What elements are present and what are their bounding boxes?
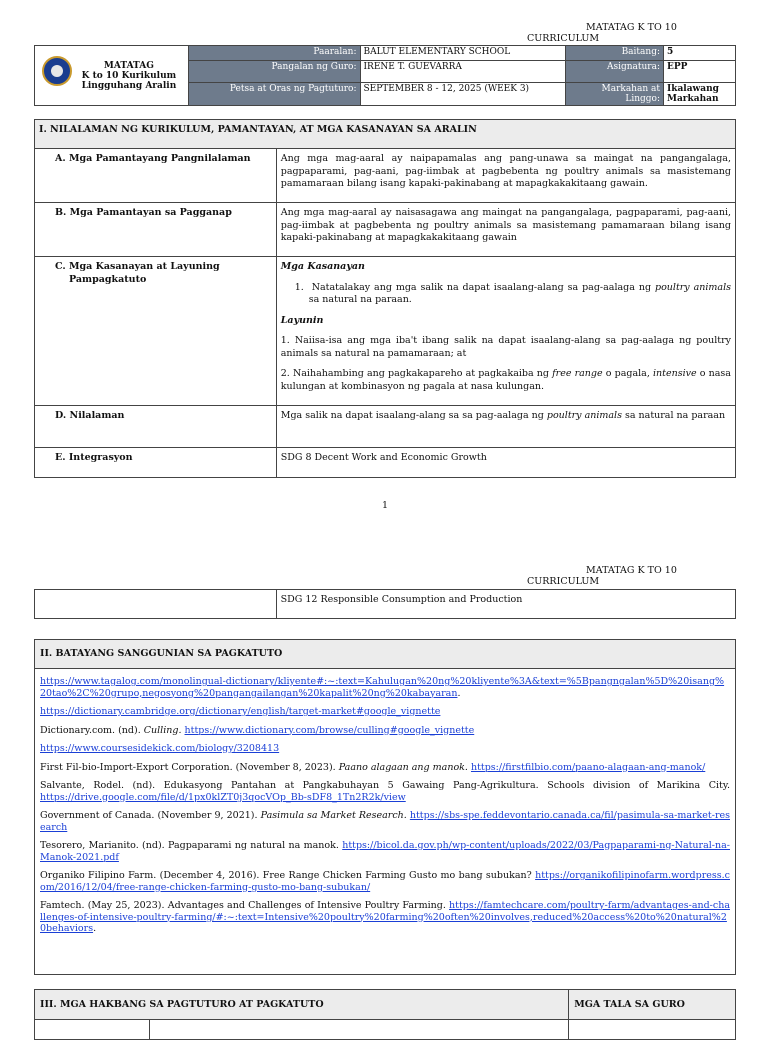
reference-link[interactable]: https://bicol.da.gov.ph/wp-content/uploads/2022/03/Pagpaparami-ng-Natural-na-Manok-2021.pdf [40,840,730,863]
curriculum-label-line2: CURRICULUM [527,33,600,44]
steps-cell-left [35,1020,150,1040]
paaralan-value: BALUT ELEMENTARY SCHOOL [360,46,566,61]
guro-label: Pangalan ng Guro: [188,61,360,83]
markahan-value [664,83,736,106]
continuation-left-cell [35,590,277,619]
reference-item [40,780,730,803]
row-d-text-end: sa natural na paraan [621,410,726,421]
baitang-label: Baitang: [566,46,664,61]
curriculum-label-2-line2: CURRICULUM [527,576,600,587]
row-b-text: Ang mga mag-aaral ay naisasagawa ang maingat na pangangalaga, pagpaparami, pag-aani, pag-iimbak at pagbebenta ng poultry animals sa masistemang pamamaraan bilang isang kapaki-pakinabang at mapagkakakitaang gawain [276,203,735,257]
kasanayan-item-1-number: 1. [294,281,304,293]
baitang-value: 5 [664,46,736,61]
reference-text: Organiko Filipino Farm. (December 4, 2016). Free Range Chicken Farming Gusto mo bang subukan? [40,870,532,881]
reference-link[interactable]: https://www.tagalog.com/monolingual-dictionary/kliyente#:~:text=Kahulugan%20ng%20kliyente%3A&text=%5Bpangngalan%5D%20isang%20tao%2C%20grupo,negosyong%20pangangailangan%20kapalit%20ng%20kabayaran [40,676,725,699]
layunin-item-2-intensive: intensive [653,368,697,379]
reference-text: Government of Canada. (November 9, 2021). [40,810,261,821]
row-d-text-start: Mga salik na dapat isaalang-alang sa sa pag-aalaga ng [280,410,547,421]
row-c-content [276,257,735,406]
row-b-label: B. Mga Pamantayan sa Pagganap [35,203,277,257]
reference-text: Tesorero, Marianito. (nd). Pagpaparami ng natural na manok. [40,840,339,851]
section-1-heading: I. NILALAMAN NG KURIKULUM, PAMANTAYAN, AT MGA KASANAYAN SA ARALIN [35,120,736,149]
row-d-text [276,406,735,448]
reference-link[interactable]: https://famtechcare.com/poultry-farm/advantages-and-challenges-of-intensive-poultry-farming/#:~:text=Intensive%20poultry%20farming%20often%20involves,reduced%20access%20to%20natural%20behaviors [40,900,730,934]
layunin-item-2-mid: o pagala, [602,368,654,379]
reference-item [40,676,730,699]
reference-text: Dictionary.com. (nd). [40,724,144,736]
reference-link[interactable]: https://dictionary.cambridge.org/dictionary/english/target-market#google_vignette [40,706,441,717]
row-a-text: Ang mga mag-aaral ay naipapamalas ang pang-unawa sa maingat na pangangalaga, pagpaparami, pag-aani, pag-iimbak at pagbebenta ng poultry animals sa masistemang pamamaraan bilang isang kapaki-pakinabang at mapagkakakitaang gawain. [276,149,735,203]
integrasyon-continuation-table [34,589,736,619]
markahan-value-line2: Markahan [667,94,719,104]
layunin-item-2-end: o nasa kulungan at kombinasyon ng pagala at nasa kulungan. [280,368,731,392]
row-c-label [35,257,277,406]
reference-item [40,900,730,935]
kasanayan-item-1-emphasis: poultry animals [654,281,732,293]
reference-item [40,706,730,718]
school-info-table [34,45,736,106]
page-number: 1 [382,500,389,511]
layunin-item-2 [281,368,731,393]
reference-item [40,762,730,774]
reference-period: . [457,687,461,699]
reference-link[interactable]: https://www.coursesidekick.com/biology/3208413 [40,743,280,754]
layunin-item-1: 1. Naiisa-isa ang mga iba't ibang salik na dapat isaalang-alang sa pag-aalaga ng poultry animals sa natural na pamamaraan; at [280,335,731,359]
kasanayan-heading: Mga Kasanayan [280,261,365,272]
asignatura-label: Asignatura: [566,61,664,83]
form-title-kurikulum: K to 10 Kurikulum [81,70,177,81]
deped-seal-icon [42,56,72,86]
section-2-heading: II. BATAYANG SANGGUNIAN SA PAGKATUTO [35,640,736,669]
guro-value: IRENE T. GUEVARRA [360,61,566,83]
layunin-item-2-text: 2. Naihahambing ang pagkakapareho at pagkakaiba ng [280,368,553,379]
reference-title: Culling. [143,724,182,736]
reference-text: First Fil-bio-Import-Export Corporation. (November 8, 2023). [40,761,339,773]
steps-cell-notes [569,1020,736,1040]
reference-link[interactable]: https://firstfilbio.com/paano-alagaan-ang-manok/ [470,761,706,773]
reference-item [40,725,730,737]
references-list [35,669,736,975]
row-a-label: A. Mga Pamantayang Pangnilalaman [35,149,277,203]
row-d-emphasis: poultry animals [546,410,622,421]
petsa-value: SEPTEMBER 8 - 12, 2025 (WEEK 3) [360,83,566,106]
reference-title: Paano alagaan ang manok. [338,761,468,773]
curriculum-label-line1: MATATAG K TO 10 [586,22,677,33]
reference-text: Famtech. (May 25, 2023). Advantages and Challenges of Intensive Poultry Farming. [40,900,446,911]
layunin-item-2-free-range: free range [552,368,603,379]
row-c-label-line2: Pampagkatuto [69,273,147,285]
layunin-heading: Layunin [280,314,324,326]
paaralan-label: Paaralan: [188,46,360,61]
row-c-label-line1: C. Mga Kasanayan at Layuning [55,261,220,272]
sdg12-text: SDG 12 Responsible Consumption and Production [276,590,735,619]
reference-link[interactable]: https://sbs-spe.feddevontario.canada.ca/fil/pasimula-sa-market-research [40,810,730,833]
teaching-steps-table [34,989,736,1040]
reference-item [40,870,730,893]
reference-link[interactable]: https://drive.google.com/file/d/1px0klZT0j3qocVOp_Bb-sDF8_1Tn2R2k/view [40,791,406,803]
row-d-label: D. Nilalaman [35,406,277,448]
reference-item [40,810,730,833]
kasanayan-item-1-text: Natatalakay ang mga salik na dapat isaalang-alang sa pag-aalaga ng [311,281,655,293]
curriculum-label-2-line1: MATATAG K TO 10 [586,565,677,576]
references-table [34,639,736,975]
reference-text: Salvante, Rodel. (nd). Edukasyong Pantahan at Pangkabuhayan 5 Gawaing Pang-Agrikultura. Schools division of Marikina City. [40,780,730,791]
reference-item [40,840,730,863]
steps-cell-middle [149,1020,568,1040]
kasanayan-item-1-end: sa natural na paraan. [308,294,412,305]
reference-link[interactable]: https://www.dictionary.com/browse/culling#google_vignette [184,724,475,736]
kasanayan-item-1 [287,282,731,307]
markahan-label: Markahan at Linggo: [566,83,664,106]
row-e-label: E. Integrasyon [35,448,277,478]
reference-link[interactable]: https://organikofilipinofarm.wordpress.com/2016/12/04/free-range-chicken-farming-gusto-mo-bang-subukan/ [40,870,730,893]
curriculum-content-table [34,119,736,478]
markahan-value-line1: Ikalawang [667,84,719,94]
reference-title: Pasimula sa Market Research. [260,810,407,821]
teacher-notes-heading: MGA TALA SA GURO [569,990,736,1020]
asignatura-value: EPP [664,61,736,83]
section-3-heading: III. MGA HAKBANG SA PAGTUTURO AT PAGKATUTO [35,990,569,1020]
petsa-label: Petsa at Oras ng Pagtuturo: [188,83,360,106]
reference-period: . [93,923,97,934]
row-e-text: SDG 8 Decent Work and Economic Growth [276,448,735,478]
reference-item [40,743,730,755]
form-title-matatag: MATATAG [103,60,154,71]
school-logo-block [35,46,189,106]
form-title-lingguhang: Lingguhang Aralin [81,80,177,91]
